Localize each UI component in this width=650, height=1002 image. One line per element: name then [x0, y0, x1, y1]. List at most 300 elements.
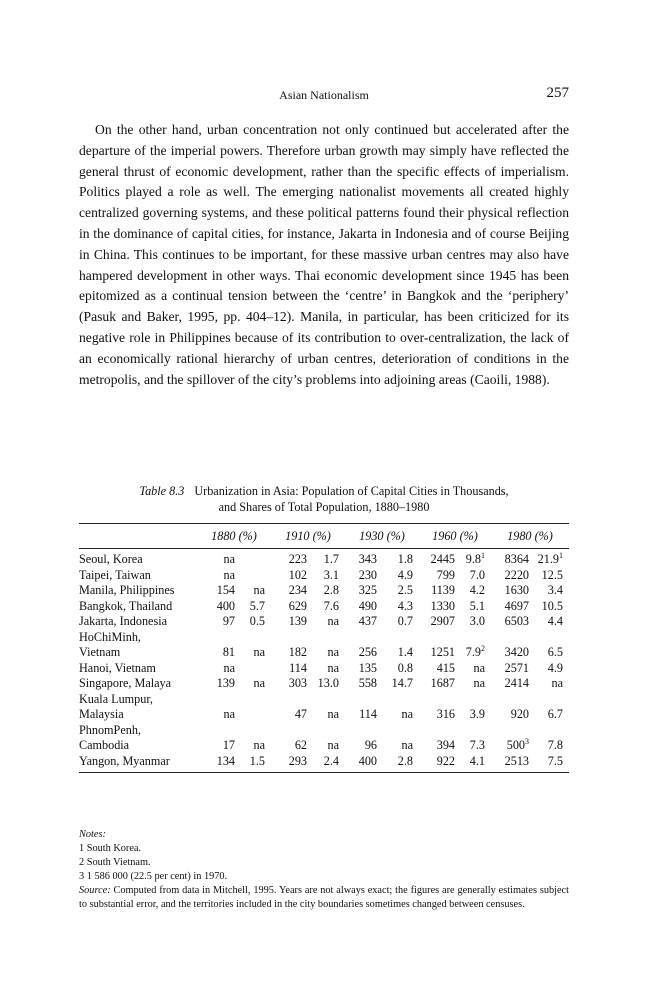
cell-value: 3420 — [504, 645, 529, 659]
population-cell — [271, 599, 311, 615]
population-cell — [271, 754, 311, 773]
share-cell — [533, 661, 569, 677]
cell-value: 4697 — [504, 598, 529, 613]
cell-value: 400 — [358, 753, 377, 768]
table-row — [79, 645, 569, 661]
share-cell — [311, 661, 345, 677]
population-cell — [491, 676, 533, 692]
cell-value: 2.4 — [323, 753, 339, 768]
population-cell — [197, 614, 239, 630]
population-cell — [345, 568, 381, 584]
cell-value: 500 — [506, 738, 525, 752]
cell-value: 1630 — [504, 583, 529, 597]
population-cell — [271, 723, 311, 739]
cell-value: 102 — [288, 567, 307, 582]
cell-value: 799 — [436, 567, 455, 582]
share-cell — [533, 707, 569, 723]
share-cell — [533, 754, 569, 773]
note-item: 2 South Vietnam. — [79, 857, 151, 868]
share-cell — [311, 614, 345, 630]
population-cell — [271, 676, 311, 692]
note-item: 3 1 586 000 (22.5 per cent) in 1970. — [79, 871, 228, 882]
share-cell — [533, 568, 569, 584]
population-cell — [197, 549, 239, 568]
column-header: 1980 (%) — [507, 529, 553, 543]
cell-value: na — [327, 738, 339, 752]
population-cell — [345, 645, 381, 661]
row-place: Jakarta, Indonesia — [79, 614, 167, 628]
share-cell — [311, 549, 345, 568]
cell-value: 415 — [436, 660, 455, 675]
cell-value: 0.5 — [249, 614, 265, 628]
body-paragraph: On the other hand, urban concentration not only continued but accelerated after the departure of the imperial powers. Therefore urban growth may simply have reflected the general thrust of economic development, rather than the specific effects of imperialism. Politics played a role as well. The emerging nationalist movements all created highly centralized governing systems, and these political patterns found their physical reflection in the dominance of capital cities, for instance, Jakarta in Indonesia and of course Beijing in China. This continues to be important, for these massive urban centres may also have hampered development in other ways. Thai economic development since 1945 has been epitomized as a continual tension between the ‘centre’ in Bangkok and the ‘periphery’ (Pasuk and Baker, 1995, pp. 404–12). Manila, in particular, has been criticized for its negative role in Philippines because of its contribution to over-centralization, the lack of an economically rational hierarchy of urban centres, deterioration of conditions in the metropolis, and the spillover of the city’s problems into adjoining areas (Caoili, 1988). — [79, 122, 569, 387]
source-text: Computed from data in Mitchell, 1995. Years are not always exact; the figures are generally estimates subject to substantial error, and the territories included in the city boundaries sometimes changed between censuses. — [79, 885, 569, 910]
row-place: Bangkok, Thailand — [79, 598, 173, 613]
row-place: Seoul, Korea — [79, 552, 143, 566]
source-label: Source: — [79, 885, 111, 896]
population-cell — [345, 583, 381, 599]
row-place: HoChiMinh, — [79, 629, 141, 644]
share-cell — [533, 676, 569, 692]
population-cell — [345, 676, 381, 692]
population-cell — [419, 630, 459, 646]
share-cell — [381, 723, 419, 739]
cell-value: 3.0 — [469, 614, 485, 628]
cell-value: 437 — [358, 614, 377, 628]
column-header: 1930 (%) — [359, 529, 405, 543]
table-row — [79, 630, 569, 646]
share-cell — [459, 614, 491, 630]
population-cell — [345, 599, 381, 615]
share-cell — [311, 676, 345, 692]
cell-value: na — [327, 614, 339, 628]
cell-value: 1.4 — [397, 645, 413, 659]
share-cell — [311, 645, 345, 661]
cell-value: 343 — [358, 552, 377, 566]
cell-value: na — [551, 676, 563, 690]
share-cell — [311, 707, 345, 723]
cell-value: 47 — [294, 707, 307, 721]
population-cell — [197, 723, 239, 739]
row-place: Kuala Lumpur, — [79, 691, 153, 706]
cell-value: 114 — [359, 707, 377, 721]
share-cell — [533, 738, 569, 754]
population-cell — [271, 614, 311, 630]
cell-value: na — [327, 660, 339, 675]
population-cell — [197, 754, 239, 773]
cell-value: 2.8 — [323, 583, 339, 597]
cell-value: na — [223, 660, 235, 675]
population-cell — [345, 549, 381, 568]
share-cell — [239, 614, 271, 630]
population-cell — [419, 583, 459, 599]
cell-value: 558 — [358, 676, 377, 690]
share-cell — [239, 661, 271, 677]
share-cell — [239, 568, 271, 584]
cell-value: 7.6 — [323, 598, 339, 613]
population-cell — [271, 568, 311, 584]
cell-value: 7.0 — [469, 567, 485, 582]
cell-value: 134 — [216, 753, 235, 768]
population-cell — [271, 738, 311, 754]
cell-value: 7.5 — [547, 753, 563, 768]
cell-value: 6.7 — [547, 707, 563, 721]
population-cell — [491, 599, 533, 615]
share-cell — [311, 754, 345, 773]
population-cell — [345, 723, 381, 739]
population-cell — [419, 614, 459, 630]
share-cell — [381, 630, 419, 646]
population-cell — [419, 568, 459, 584]
cell-value: 17 — [222, 738, 235, 752]
share-cell — [381, 549, 419, 568]
cell-value: 8364 — [504, 552, 529, 566]
share-cell — [239, 645, 271, 661]
cell-value: 3.4 — [547, 583, 563, 597]
share-cell — [239, 707, 271, 723]
cell-value: 400 — [216, 598, 235, 613]
share-cell — [459, 692, 491, 708]
table-row — [79, 707, 569, 723]
cell-value: 10.5 — [541, 598, 563, 613]
cell-value: na — [223, 707, 235, 721]
share-cell — [459, 738, 491, 754]
population-cell — [345, 661, 381, 677]
population-cell — [491, 754, 533, 773]
cell-value: 2220 — [504, 567, 529, 582]
cell-value: 293 — [288, 753, 307, 768]
share-cell — [459, 723, 491, 739]
cell-value: 303 — [288, 676, 307, 690]
cell-value: 1.8 — [397, 552, 413, 566]
population-cell — [197, 692, 239, 708]
share-cell — [459, 583, 491, 599]
population-cell — [197, 707, 239, 723]
share-cell — [533, 549, 569, 568]
share-cell — [239, 549, 271, 568]
cell-value: 4.4 — [547, 614, 563, 628]
row-place: PhnomPenh, — [79, 722, 141, 737]
cell-value: 2.5 — [397, 583, 413, 597]
share-cell — [239, 692, 271, 708]
cell-value: 2907 — [430, 614, 455, 628]
cell-value: na — [253, 583, 265, 597]
population-cell — [491, 661, 533, 677]
population-cell — [419, 707, 459, 723]
population-cell — [419, 661, 459, 677]
table-row — [79, 738, 569, 754]
row-place: Vietnam — [79, 645, 121, 659]
population-cell — [419, 692, 459, 708]
population-cell — [491, 723, 533, 739]
cell-value: 4.1 — [469, 753, 485, 768]
share-cell — [533, 692, 569, 708]
cell-value: 256 — [358, 645, 377, 659]
cell-value: na — [223, 567, 235, 582]
share-cell — [239, 754, 271, 773]
cell-value: 6.5 — [547, 645, 563, 659]
row-place: Taipei, Taiwan — [79, 567, 151, 582]
cell-value: 490 — [358, 598, 377, 613]
table-row — [79, 754, 569, 773]
cell-value: 1251 — [430, 645, 455, 659]
cell-value: 316 — [436, 707, 455, 721]
share-cell — [381, 707, 419, 723]
cell-value: 4.3 — [397, 598, 413, 613]
share-cell — [311, 599, 345, 615]
population-cell — [197, 583, 239, 599]
table-caption-line-2: and Shares of Total Population, 1880–1980 — [218, 500, 430, 514]
cell-value: 5.1 — [469, 598, 485, 613]
cell-value: 96 — [364, 738, 377, 752]
share-cell — [381, 692, 419, 708]
population-cell — [345, 692, 381, 708]
cell-value: na — [253, 676, 265, 690]
cell-value: 2414 — [504, 676, 529, 690]
cell-value: 182 — [288, 645, 307, 659]
population-cell — [271, 692, 311, 708]
population-cell — [197, 630, 239, 646]
cell-value: 394 — [436, 738, 455, 752]
cell-value: 3.1 — [323, 567, 339, 582]
cell-value: 325 — [358, 583, 377, 597]
cell-value: 4.2 — [469, 583, 485, 597]
table-row — [79, 568, 569, 584]
table-caption-line-1: Urbanization in Asia: Population of Capital Cities in Thousands, — [194, 484, 509, 498]
share-cell — [459, 754, 491, 773]
population-cell — [197, 738, 239, 754]
population-cell — [419, 723, 459, 739]
table-row — [79, 583, 569, 599]
note-item: 1 South Korea. — [79, 843, 142, 854]
column-header: 1880 (%) — [211, 529, 257, 543]
population-cell — [197, 599, 239, 615]
cell-value: na — [401, 707, 413, 721]
cell-value: 97 — [222, 614, 235, 628]
row-place: Yangon, Myanmar — [79, 753, 170, 768]
population-cell — [197, 676, 239, 692]
cell-value: na — [253, 645, 265, 659]
cell-value: 13.0 — [317, 676, 339, 690]
share-cell — [459, 549, 491, 568]
share-cell — [381, 676, 419, 692]
population-cell — [419, 676, 459, 692]
capital-cities-table — [79, 523, 569, 773]
cell-value: 629 — [288, 598, 307, 613]
cell-value: na — [473, 676, 485, 690]
table-notes — [79, 828, 569, 912]
cell-value: 2445 — [430, 552, 455, 566]
share-cell — [459, 676, 491, 692]
table-caption — [79, 483, 569, 515]
cell-value: 230 — [358, 567, 377, 582]
population-cell — [197, 568, 239, 584]
population-cell — [419, 549, 459, 568]
population-cell — [271, 583, 311, 599]
cell-value: 2513 — [504, 753, 529, 768]
cell-value: 12.5 — [541, 567, 563, 582]
population-cell — [491, 738, 533, 754]
footnote-marker: 3 — [525, 736, 529, 746]
share-cell — [381, 614, 419, 630]
cell-value: 62 — [294, 738, 307, 752]
share-cell — [533, 630, 569, 646]
population-cell — [491, 614, 533, 630]
cell-value: na — [327, 645, 339, 659]
row-place: Manila, Philippines — [79, 583, 175, 597]
population-cell — [345, 754, 381, 773]
population-cell — [491, 707, 533, 723]
table-number: Table 8.3 — [139, 484, 185, 498]
cell-value: 1139 — [431, 583, 455, 597]
population-cell — [491, 583, 533, 599]
cell-value: 135 — [358, 660, 377, 675]
cell-value: na — [253, 738, 265, 752]
row-place: Hanoi, Vietnam — [79, 660, 156, 675]
share-cell — [533, 599, 569, 615]
row-place: Singapore, Malaya — [79, 676, 172, 690]
cell-value: 1.7 — [323, 552, 339, 566]
cell-value: 7.3 — [469, 738, 485, 752]
cell-value: 4.9 — [547, 660, 563, 675]
running-head — [79, 85, 569, 105]
population-cell — [345, 614, 381, 630]
population-cell — [491, 568, 533, 584]
cell-value: 139 — [288, 614, 307, 628]
share-cell — [311, 723, 345, 739]
share-cell — [311, 583, 345, 599]
page-number: 257 — [546, 85, 569, 101]
table-body — [79, 549, 569, 773]
cell-value: na — [327, 707, 339, 721]
share-cell — [381, 568, 419, 584]
share-cell — [533, 645, 569, 661]
footnote-marker: 1 — [559, 550, 563, 560]
population-cell — [197, 661, 239, 677]
share-cell — [381, 738, 419, 754]
share-cell — [381, 645, 419, 661]
share-cell — [311, 738, 345, 754]
population-cell — [345, 707, 381, 723]
share-cell — [239, 630, 271, 646]
share-cell — [311, 568, 345, 584]
cell-value: 920 — [510, 707, 529, 721]
cell-value: 81 — [222, 645, 235, 659]
share-cell — [381, 599, 419, 615]
cell-value: 1687 — [430, 676, 455, 690]
share-cell — [533, 723, 569, 739]
share-cell — [239, 676, 271, 692]
cell-value: 2571 — [504, 660, 529, 675]
share-cell — [381, 754, 419, 773]
cell-value: 6503 — [504, 614, 529, 628]
population-cell — [197, 645, 239, 661]
population-cell — [491, 549, 533, 568]
population-cell — [271, 549, 311, 568]
cell-value: 4.9 — [397, 567, 413, 582]
share-cell — [239, 738, 271, 754]
source-note — [79, 884, 569, 912]
column-header: 1960 (%) — [432, 529, 478, 543]
notes-title: Notes: — [79, 829, 106, 840]
share-cell — [533, 583, 569, 599]
cell-value: 7.8 — [547, 738, 563, 752]
population-cell — [271, 645, 311, 661]
cell-value: na — [223, 552, 235, 566]
share-cell — [459, 645, 491, 661]
cell-value: 3.9 — [469, 707, 485, 721]
cell-value: 234 — [288, 583, 307, 597]
cell-value: 2.8 — [397, 753, 413, 768]
share-cell — [459, 599, 491, 615]
table-row — [79, 549, 569, 568]
cell-value: 1.5 — [249, 753, 265, 768]
share-cell — [239, 599, 271, 615]
cell-value: 1330 — [430, 598, 455, 613]
share-cell — [311, 630, 345, 646]
share-cell — [459, 707, 491, 723]
table-header-row — [79, 524, 569, 549]
population-cell — [491, 630, 533, 646]
cell-value: 14.7 — [391, 676, 413, 690]
table-row — [79, 692, 569, 708]
table-row — [79, 661, 569, 677]
share-cell — [459, 630, 491, 646]
share-cell — [459, 568, 491, 584]
cell-value: 922 — [436, 753, 455, 768]
table-row — [79, 614, 569, 630]
table-row — [79, 599, 569, 615]
row-place: Cambodia — [79, 738, 130, 752]
footnote-marker: 2 — [481, 643, 485, 653]
share-cell — [311, 692, 345, 708]
cell-value: 139 — [216, 676, 235, 690]
footnote-marker: 1 — [481, 550, 485, 560]
cell-value: 154 — [216, 583, 235, 597]
cell-value: 114 — [289, 660, 307, 675]
population-cell — [271, 630, 311, 646]
share-cell — [239, 583, 271, 599]
population-cell — [419, 645, 459, 661]
population-cell — [419, 754, 459, 773]
population-cell — [419, 738, 459, 754]
share-cell — [459, 661, 491, 677]
running-title: Asian Nationalism — [279, 88, 369, 102]
table-row — [79, 723, 569, 739]
population-cell — [345, 630, 381, 646]
population-cell — [419, 599, 459, 615]
population-cell — [491, 692, 533, 708]
table-row — [79, 676, 569, 692]
share-cell — [381, 583, 419, 599]
share-cell — [533, 614, 569, 630]
cell-value: 223 — [288, 552, 307, 566]
row-place: Malaysia — [79, 707, 124, 721]
share-cell — [381, 661, 419, 677]
cell-value: 9.8 — [465, 552, 481, 566]
population-cell — [271, 661, 311, 677]
cell-value: 0.8 — [397, 660, 413, 675]
population-cell — [271, 707, 311, 723]
header-stub — [79, 524, 197, 549]
cell-value: 7.9 — [465, 645, 481, 659]
cell-value: 5.7 — [249, 598, 265, 613]
population-cell — [491, 645, 533, 661]
share-cell — [239, 723, 271, 739]
cell-value: na — [473, 660, 485, 675]
cell-value: na — [401, 738, 413, 752]
population-cell — [345, 738, 381, 754]
